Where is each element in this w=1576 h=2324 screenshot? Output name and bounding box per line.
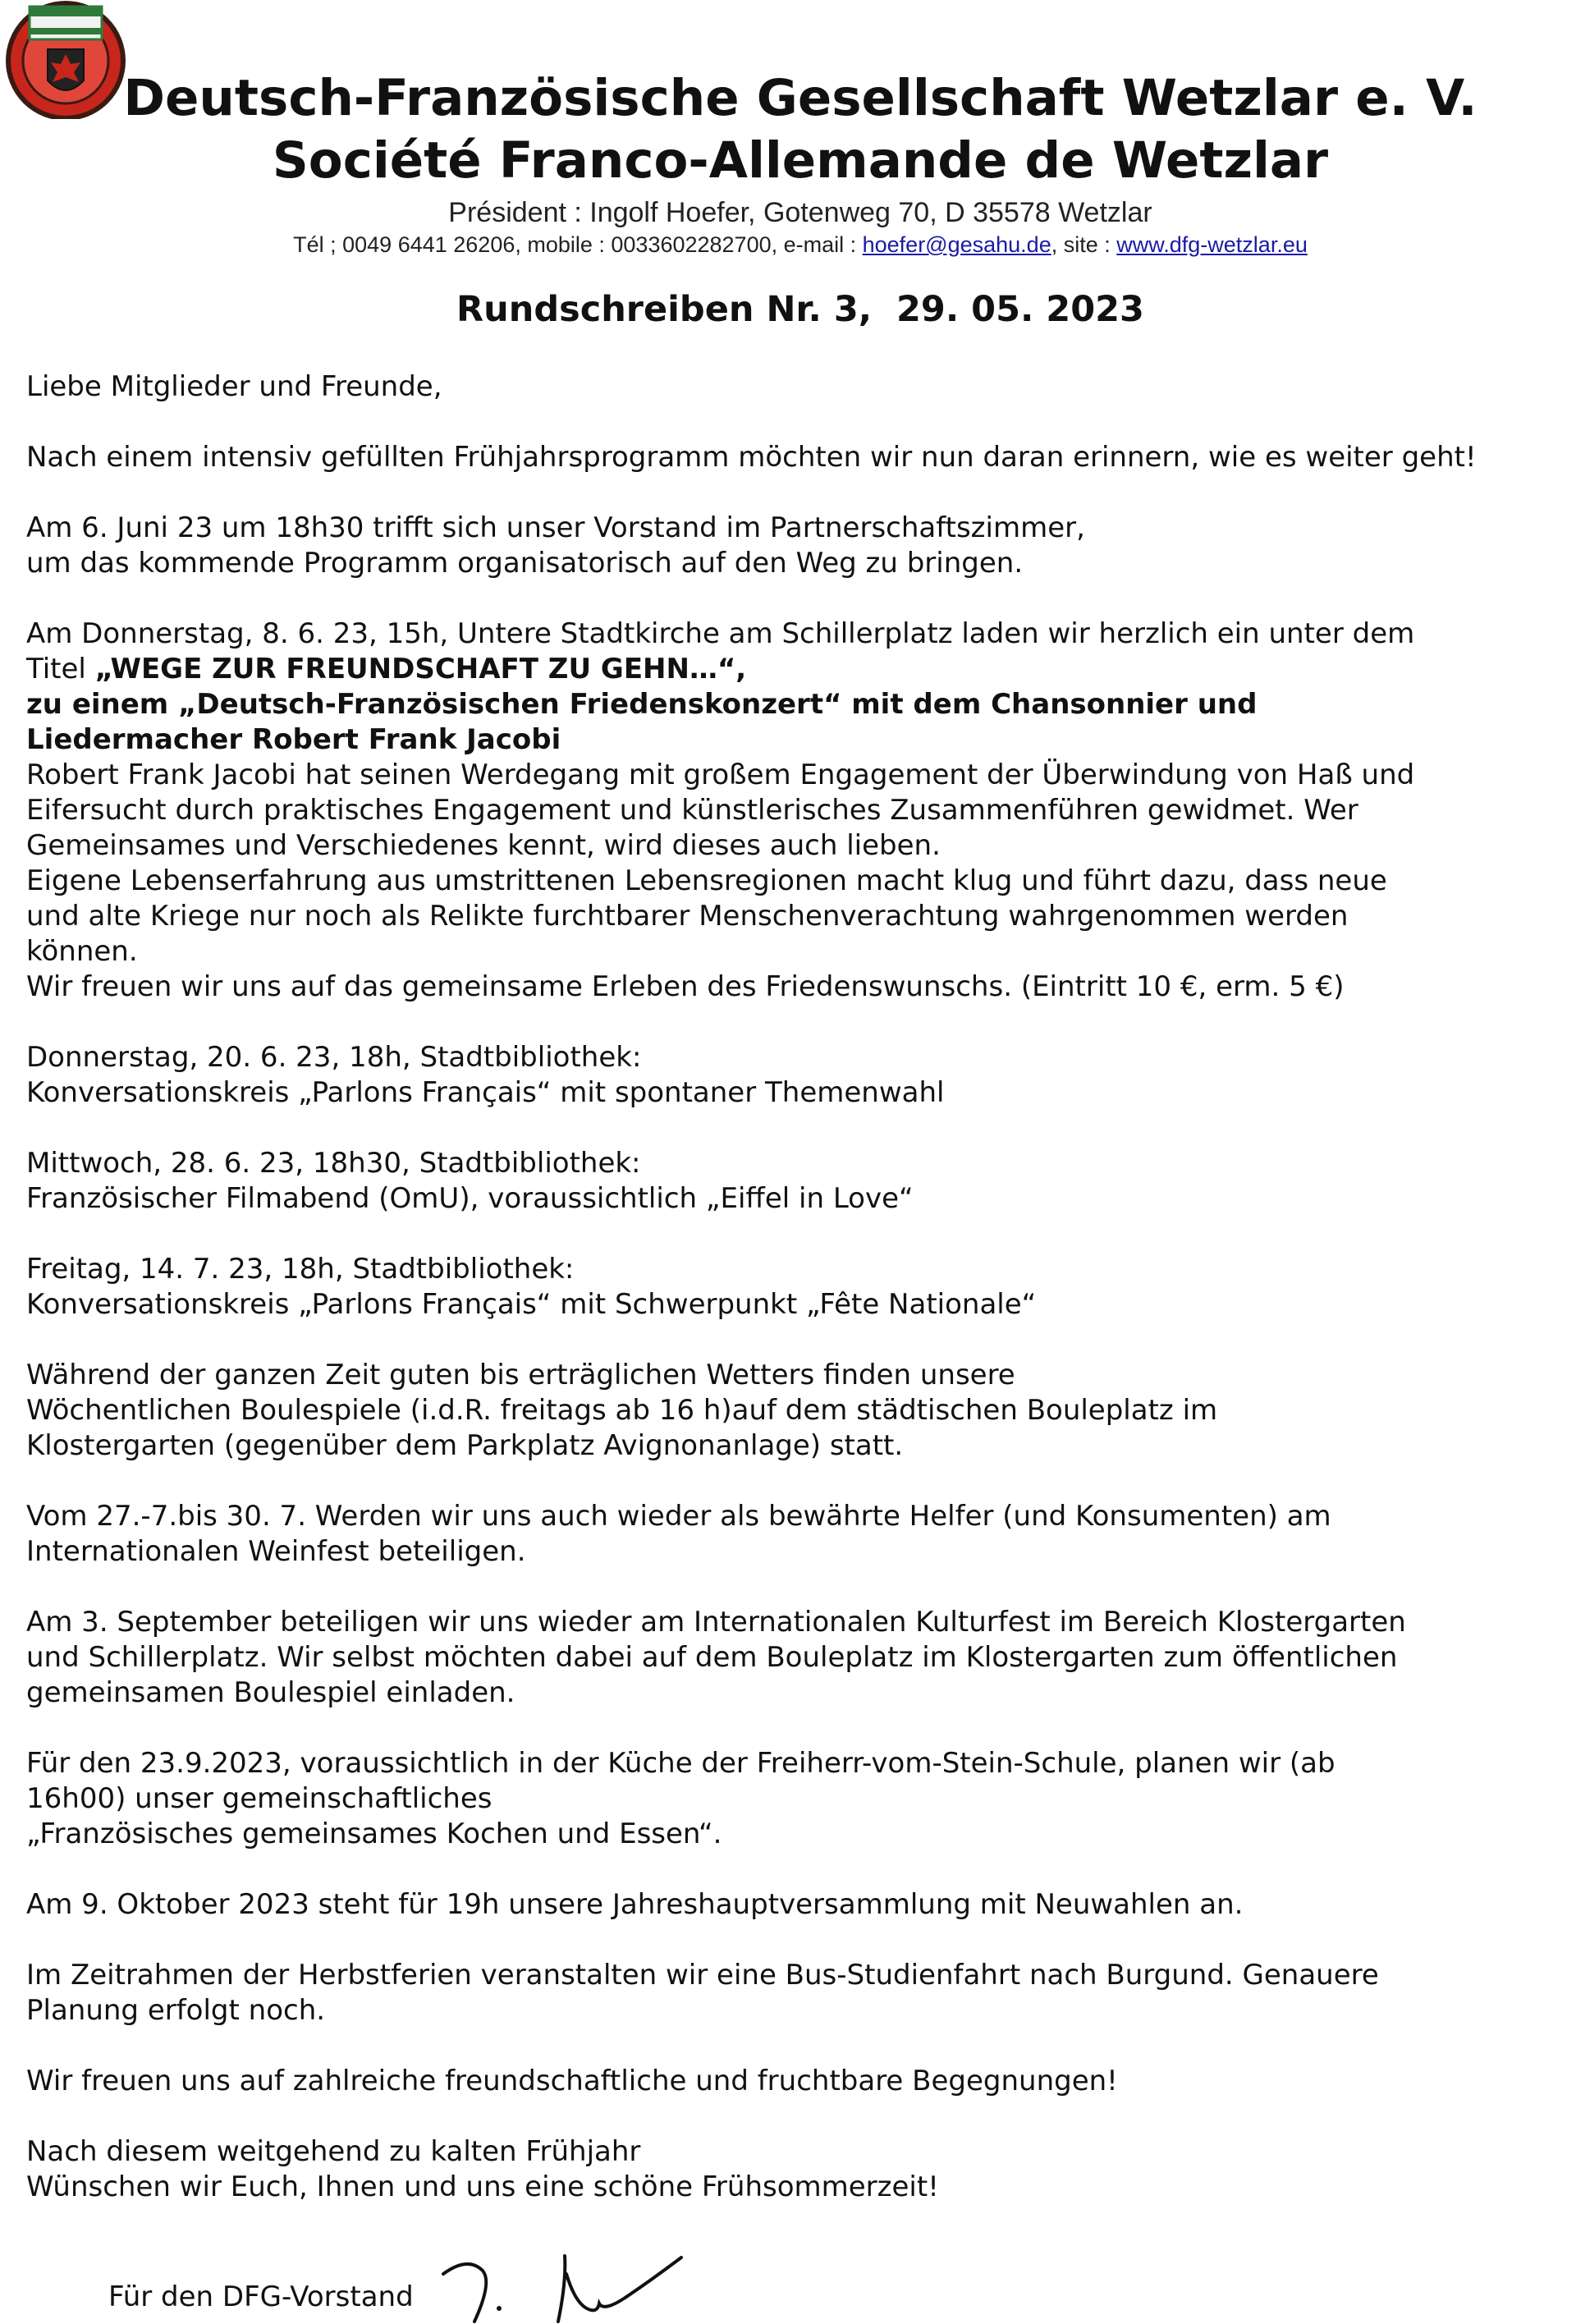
site-label: , site : — [1051, 232, 1117, 257]
text-line: Wir freuen wir uns auf das gemeinsame Erleben des Friedenswunschs. (Eintritt 10 €, erm. 5 €) — [26, 970, 1345, 1003]
text-line: Planung erfolgt noch. — [26, 1994, 326, 2027]
text-line: Während der ganzen Zeit guten bis erträglichen Wetters finden unsere — [26, 1359, 1015, 1391]
event-paragraph — [26, 1499, 1561, 1570]
event-paragraph — [26, 2134, 1561, 2205]
event-paragraph — [26, 1605, 1561, 1711]
event-paragraph — [26, 1958, 1561, 2028]
text-line: Robert Frank Jacobi hat seinen Werdegang mit großem Engagement der Überwindung von Haß und — [26, 759, 1415, 791]
text-line: Klostergarten (gegenüber dem Parkplatz Avignonanlage) statt. — [26, 1429, 904, 1462]
text-line: „Französisches gemeinsames Kochen und Essen“. — [26, 1817, 722, 1850]
text-line: Im Zeitrahmen der Herbstferien veranstalten wir eine Bus-Studienfahrt nach Burgund. Genauere — [26, 1959, 1379, 1992]
text-line: Mittwoch, 28. 6. 23, 18h30, Stadtbibliothek: — [26, 1147, 641, 1180]
signoff: Für den DFG-Vorstand — [108, 2280, 414, 2313]
concert-title-line — [26, 652, 1561, 687]
text-line: Nach diesem weitgehend zu kalten Frühjahr — [26, 2135, 641, 2168]
signature-icon — [435, 2249, 731, 2323]
text-line: Am 9. Oktober 2023 steht für 19h unsere Jahreshauptversammlung mit Neuwahlen an. — [26, 1888, 1244, 1921]
event-paragraph — [26, 1887, 1561, 1923]
text-line: Konversationskreis „Parlons Français“ mit Schwerpunkt „Fête Nationale“ — [26, 1288, 1037, 1321]
text-line: können. — [26, 935, 138, 968]
text-line: Donnerstag, 20. 6. 23, 18h, Stadtbibliothek: — [26, 1041, 642, 1074]
intro-paragraph: Nach einem intensiv gefüllten Frühjahrsprogramm möchten wir nun daran erinnern, wie es weiter geht! — [26, 441, 1477, 474]
concert-subtitle-line: zu einem „Deutsch-Französischen Friedenskonzert“ mit dem Chansonnier und — [26, 688, 1258, 721]
event-paragraph — [26, 1746, 1561, 1852]
event-paragraph — [26, 1252, 1561, 1322]
event-list — [26, 1040, 1561, 2205]
text-line: Konversationskreis „Parlons Français“ mit spontaner Themenwahl — [26, 1076, 945, 1109]
event-paragraph — [26, 1146, 1561, 1217]
text-line: Am 6. Juni 23 um 18h30 trifft sich unser Vorstand im Partnerschaftszimmer, — [26, 511, 1085, 544]
contact-line — [0, 232, 1576, 258]
concert-subtitle-line: Liedermacher Robert Frank Jacobi — [26, 723, 561, 756]
text-line: Eifersucht durch praktisches Engagement und künstlerisches Zusammenführen gewidmet. Wer — [26, 794, 1358, 827]
text-line: um das kommende Programm organisatorisch auf den Weg zu bringen. — [26, 547, 1024, 580]
text-line: Vom 27.-7.bis 30. 7. Werden wir uns auch wieder als bewährte Helfer (und Konsumenten) am — [26, 1500, 1331, 1533]
circular-title: Rundschreiben Nr. 3, 29. 05. 2023 — [456, 289, 1144, 330]
board-meeting-paragraph — [26, 511, 1561, 581]
text-line: Gemeinsames und Verschiedenes kennt, wird dieses auch lieben. — [26, 829, 941, 862]
text-line: 16h00) unser gemeinschaftliches — [26, 1782, 492, 1815]
event-paragraph — [26, 2064, 1561, 2099]
email-link[interactable]: hoefer@gesahu.de — [862, 232, 1051, 257]
organization-name-french: Société Franco-Allemande de Wetzlar — [272, 131, 1329, 190]
organization-name-german: Deutsch-Französische Gesellschaft Wetzlar e. V. — [123, 69, 1478, 127]
text-line: Wünschen wir Euch, Ihnen und uns eine schöne Frühsommerzeit! — [26, 2170, 939, 2203]
text-line: Freitag, 14. 7. 23, 18h, Stadtbibliothek: — [26, 1253, 575, 1286]
text-line: Wöchentlichen Boulespiele (i.d.R. freitags ab 16 h)auf dem städtischen Bouleplatz im — [26, 1394, 1218, 1427]
letter-body — [26, 369, 1561, 2240]
title-prefix: Titel — [26, 653, 95, 685]
text-line: Eigene Lebenserfahrung aus umstrittenen Lebensregionen macht klug und führt dazu, dass neue — [26, 864, 1387, 897]
concert-title: „WEGE ZUR FREUNDSCHAFT ZU GEHN…“, — [94, 653, 747, 685]
concert-paragraph — [26, 617, 1561, 1005]
text-line: Am Donnerstag, 8. 6. 23, 15h, Untere Stadtkirche am Schillerplatz laden wir herzlich ein unter dem — [26, 617, 1415, 650]
contact-phones: Tél ; 0049 6441 26206, mobile : 0033602282700, e-mail : — [293, 232, 863, 257]
event-paragraph — [26, 1040, 1561, 1111]
salutation: Liebe Mitglieder und Freunde, — [26, 370, 442, 403]
text-line: Am 3. September beteiligen wir uns wieder am Internationalen Kulturfest im Bereich Klostergarten — [26, 1606, 1406, 1639]
text-line: und alte Kriege nur noch als Relikte furchtbarer Menschenverachtung wahrgenommen werden — [26, 900, 1349, 933]
president-address: Président : Ingolf Hoefer, Gotenweg 70, D 35578 Wetzlar — [448, 197, 1152, 228]
text-line: Wir freuen uns auf zahlreiche freundschaftliche und fruchtbare Begegnungen! — [26, 2065, 1118, 2097]
event-paragraph — [26, 1358, 1561, 1464]
text-line: Französischer Filmabend (OmU), voraussichtlich „Eiffel in Love“ — [26, 1182, 914, 1215]
text-line: Internationalen Weinfest beteiligen. — [26, 1535, 526, 1568]
website-link[interactable]: www.dfg-wetzlar.eu — [1116, 232, 1308, 257]
text-line: und Schillerplatz. Wir selbst möchten dabei auf dem Bouleplatz im Klostergarten zum öffentlichen — [26, 1641, 1398, 1674]
text-line: Für den 23.9.2023, voraussichtlich in der Küche der Freiherr-vom-Stein-Schule, planen wir (ab — [26, 1747, 1335, 1780]
text-line: gemeinsamen Boulespiel einladen. — [26, 1676, 515, 1709]
